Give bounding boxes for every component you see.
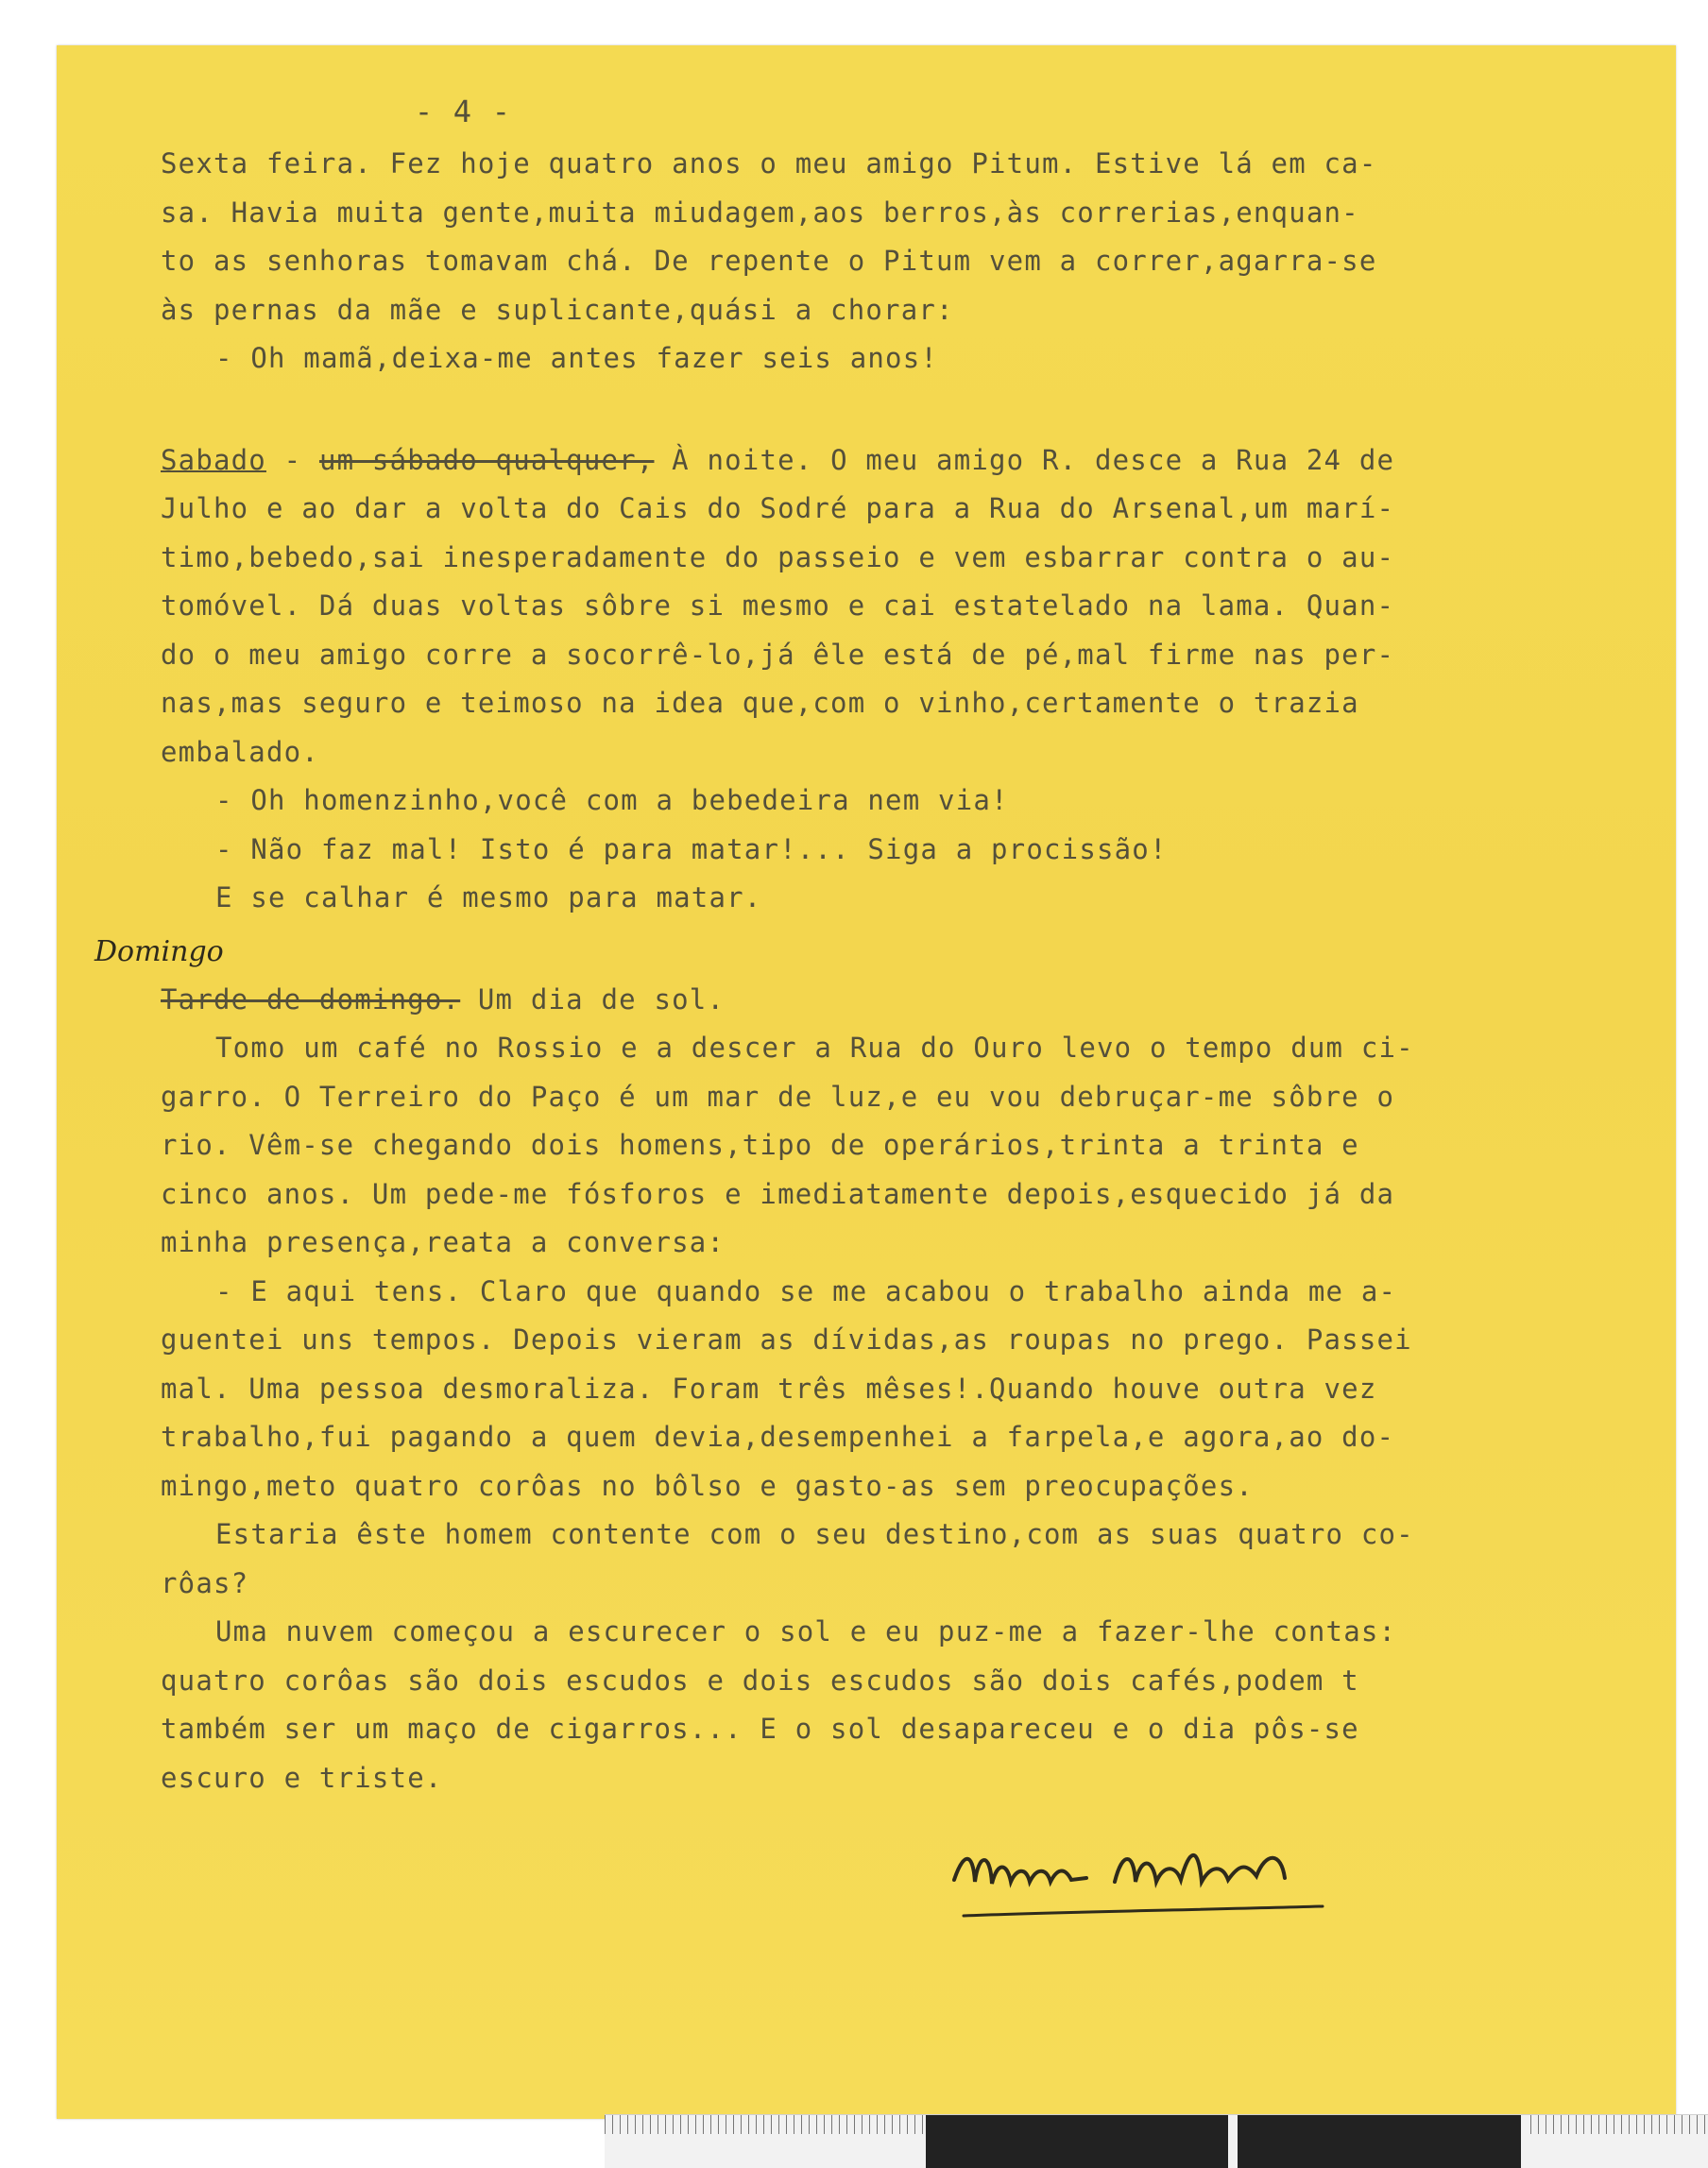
- sunday-p3-line-1: Estaria êste homem contente com o seu destino,com as suas quatro co-: [215, 1518, 1414, 1550]
- saturday-line-5: do o meu amigo corre a socorrê-lo,já êle está de pé,mal firme nas per-: [161, 638, 1395, 671]
- sunday-p2-line-4: trabalho,fui pagando a quem devia,desempenhei a farpela,e agora,ao do-: [161, 1421, 1395, 1453]
- saturday-dialogue-1: - Oh homenzinho,você com a bebedeira nem via!: [215, 784, 1009, 816]
- sunday-p1-line-4: cinco anos. Um pede-me fósforos e imediatamente depois,esquecido já da: [161, 1177, 1395, 1210]
- ruler-ticks: [1530, 2115, 1708, 2134]
- sunday-p2-line-2: guentei uns tempos. Depois vieram as dívidas,as roupas no prego. Passei: [161, 1323, 1412, 1356]
- saturday-line-7: embalado.: [161, 735, 319, 768]
- saturday-first-line: [161, 436, 1568, 486]
- sunday-first-rest: Um dia de sol.: [460, 982, 726, 1016]
- friday-line-2: sa. Havia muita gente,muita miudagem,aos berros,às correrias,enquan-: [161, 196, 1359, 229]
- sunday-p1-line-2: garro. O Terreiro do Paço é um mar de luz,e eu vou debruçar-me sôbre o: [161, 1080, 1395, 1113]
- saturday-dialogue-2: - Não faz mal! Isto é para matar!... Siga a procissão!: [215, 832, 1168, 865]
- saturday-dialogue-3: E se calhar é mesmo para matar.: [215, 881, 762, 913]
- ruler-black-bar: [1238, 2115, 1521, 2168]
- sunday-p4-line-2: quatro corôas são dois escudos e dois escudos são dois cafés,podem t: [161, 1664, 1359, 1697]
- sunday-struck-text: Tarde de domingo.: [161, 982, 461, 1016]
- saturday-line-4: tomóvel. Dá duas voltas sôbre si mesmo e cai estatelado na lama. Quan-: [161, 589, 1395, 622]
- saturday-line-2: Julho e ao dar a volta do Cais do Sodré para a Rua do Arsenal,um marí-: [161, 492, 1395, 524]
- saturday-first-rest: À noite. O meu amigo R. desce a Rua 24 de: [654, 443, 1395, 476]
- document-body: [161, 83, 1568, 1802]
- saturday-line-3: timo,bebedo,sai inesperadamente do passeio e vem esbarrar contra o au-: [161, 540, 1395, 573]
- saturday-struck-text: um sábado qualquer,: [318, 443, 655, 476]
- sunday-first-line: [161, 976, 1568, 1025]
- sunday-p2-line-5: mingo,meto quatro corôas no bôlso e gasto-as sem preocupações.: [161, 1469, 1254, 1502]
- sunday-p2-line-3: mal. Uma pessoa desmoraliza. Foram três mêses!.Quando houve outra vez: [161, 1372, 1377, 1405]
- ruler-black-bar: [926, 2115, 1228, 2168]
- friday-line-1: Sexta feira. Fez hoje quatro anos o meu amigo Pitum. Estive lá em ca-: [161, 147, 1377, 179]
- sunday-p4-line-3: também ser um maço de cigarros... E o sol desapareceu e o dia pôs-se: [161, 1713, 1359, 1745]
- saturday-label: Sabado: [161, 443, 266, 476]
- sunday-p3-line-2: rôas?: [161, 1566, 249, 1599]
- saturday-dash: -: [265, 443, 319, 476]
- sunday-p1-line-3: rio. Vêm-se chegando dois homens,tipo de operários,trinta a trinta e: [161, 1129, 1359, 1161]
- handwritten-signature: [945, 1823, 1370, 1927]
- page-number: - 4 -: [414, 94, 512, 129]
- friday-line-4: às pernas da mãe e suplicante,quási a chorar:: [161, 293, 954, 326]
- saturday-line-6: nas,mas seguro e teimoso na idea que,com o vinho,certamente o trazia: [161, 687, 1359, 719]
- sunday-p2-line-1: - E aqui tens. Claro que quando se me acabou o trabalho ainda me a-: [215, 1274, 1397, 1307]
- sunday-p1-line-5: minha presença,reata a conversa:: [161, 1226, 726, 1258]
- friday-dialogue: - Oh mamã,deixa-me antes fazer seis anos!: [215, 342, 939, 374]
- handwritten-margin-note: Domingo: [94, 935, 224, 968]
- sunday-p4-line-4: escuro e triste.: [161, 1761, 443, 1794]
- scan-ruler: [605, 2114, 1708, 2168]
- ruler-ticks: [605, 2115, 926, 2134]
- sunday-p1-line-1: Tomo um café no Rossio e a descer a Rua do Ouro levo o tempo dum ci-: [215, 1032, 1414, 1064]
- friday-line-3: to as senhoras tomavam chá. De repente o Pitum vem a correr,agarra-se: [161, 245, 1377, 277]
- sunday-p4-line-1: Uma nuvem começou a escurecer o sol e eu puz-me a fazer-lhe contas:: [215, 1615, 1397, 1647]
